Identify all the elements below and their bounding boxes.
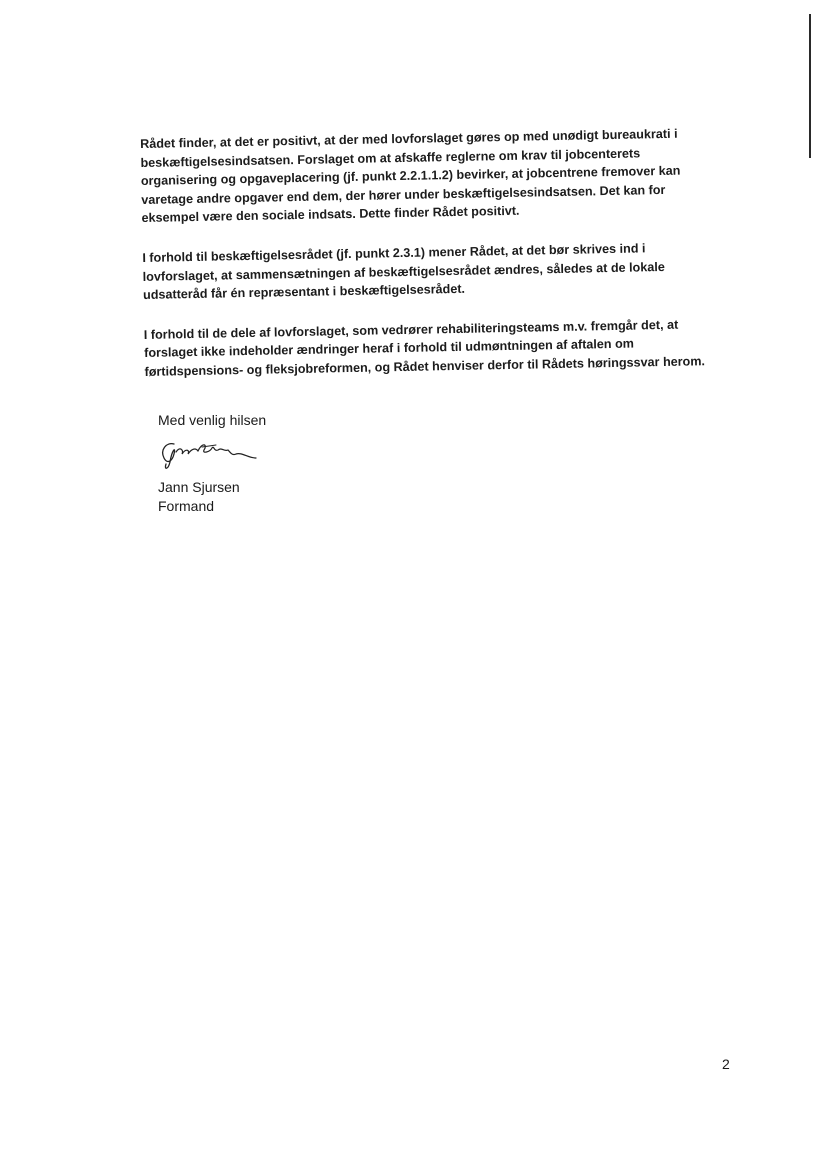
text-line: I forhold til de dele af lovforslaget, som vedrører rehabiliteringsteams m.v. fremgår det, at [143,317,679,342]
text-line: Rådet finder, at det er positivt, at der med lovforslaget gøres op med unødigt bureaukrati i [140,126,678,151]
signer-title: Formand [158,498,215,514]
paragraph-3 [144,315,725,382]
text-line: udsatteråd får én repræsentant i beskæftigelsesrådet. [142,281,466,303]
letter-body [140,124,725,403]
text-line: lovforslaget, at sammensætningen af beskæftigelsesrådet ændres, således at de lokale [142,259,665,284]
paragraph-1 [140,124,722,228]
text-line: organisering og opgaveplacering (jf. punkt 2.2.1.1.2) bevirker, at jobcentrene fremover kan [140,163,681,189]
text-line: eksempel være den sociale indsats. Dette finder Rådet positivt. [141,204,520,226]
text-line: beskæftigelsesindsatsen. Forslaget om at afskaffe reglerne om krav til jobcenterets [140,145,641,170]
text-line: førtidspensions- og fleksjobreformen, og Rådet henviser derfor til Rådets høringssvar herom. [144,354,706,379]
page-number: 2 [722,1056,730,1072]
handwritten-signature [158,436,268,472]
text-line: forslaget ikke indeholder ændringer heraf i forhold til udmøntningen af aftalen om [144,336,635,361]
text-line: varetage andre opgaver end dem, der hører under beskæftigelsesindsatsen. Det kan for [141,182,666,207]
scan-edge-line [809,14,811,158]
text-line: I forhold til beskæftigelsesrådet (jf. punkt 2.3.1) mener Rådet, at det bør skrives ind i [142,241,646,265]
closing-greeting: Med venlig hilsen [158,412,267,428]
paragraph-2 [142,238,723,305]
closing-block [158,411,458,516]
signer-name: Jann Sjursen [158,479,240,495]
